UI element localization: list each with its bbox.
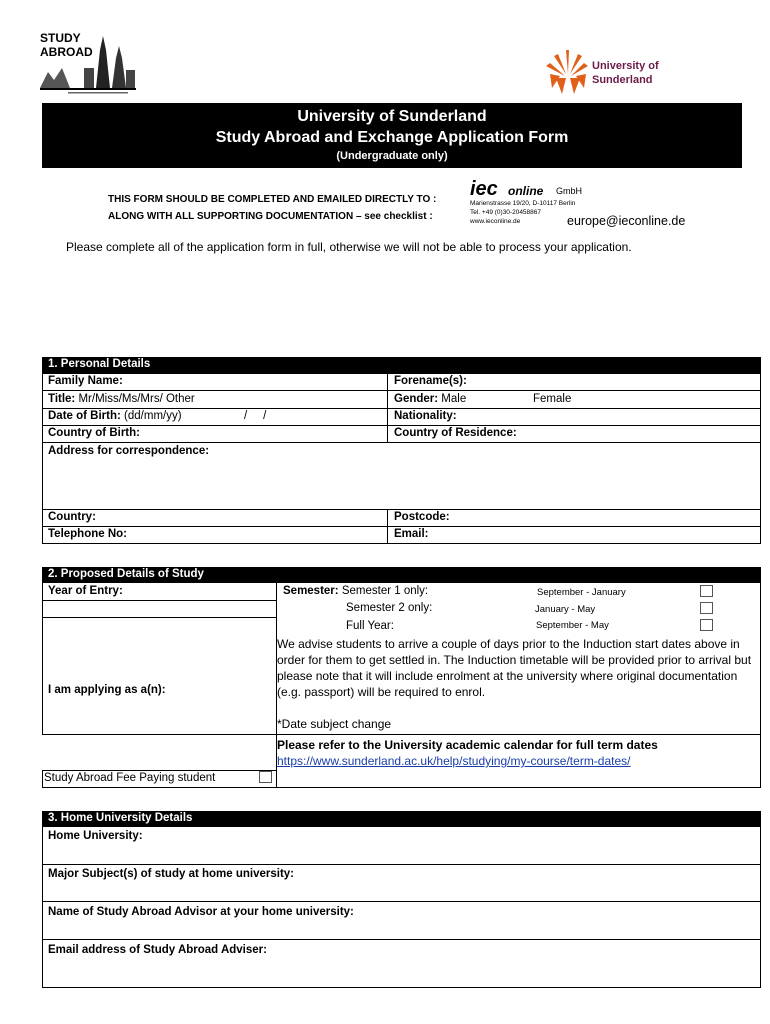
iec-address: Marienstrasse 19/20, D-10117 Berlin: [470, 200, 576, 207]
country-birth-label: Country of Birth:: [48, 427, 140, 439]
dob-format: (dd/mm/yy): [124, 410, 182, 422]
home-university-heading: 3. Home University Details: [42, 811, 761, 827]
country-label: Country:: [48, 511, 96, 523]
country-residence-label: Country of Residence:: [394, 427, 517, 439]
calendar-note: Please refer to the University academic calendar for full term dates: [277, 738, 658, 752]
complete-note: Please complete all of the application form in full, otherwise we will not be able to process your application.: [66, 240, 632, 254]
page-title: University of Sunderland: [297, 108, 487, 125]
postcode-label: Postcode:: [394, 511, 450, 523]
term-dates-link[interactable]: https://www.sunderland.ac.uk/help/studying/my-course/term-dates/: [277, 754, 631, 768]
instruction-line2: ALONG WITH ALL SUPPORTING DOCUMENTATION – see checklist :: [108, 211, 433, 222]
dob-field: [48, 410, 182, 422]
gender-male[interactable]: Male: [441, 393, 467, 405]
gender-label: Gender:: [394, 393, 439, 405]
home-university-label: Home University:: [48, 830, 143, 842]
advisor-email-label: Email address of Study Abroad Adviser:: [48, 944, 267, 956]
advisor-name-label: Name of Study Abroad Advisor at your home university:: [48, 906, 354, 918]
iec-tel: Tel. +49 (0)30-20458867: [470, 209, 542, 216]
semester-1-checkbox[interactable]: [700, 585, 713, 597]
iec-gmbh: GmbH: [556, 186, 583, 196]
semester-1-dates: September - January: [537, 587, 626, 598]
nationality-label: Nationality:: [394, 410, 457, 422]
study-details-heading: 2. Proposed Details of Study: [42, 567, 761, 583]
form-subtitle: (Undergraduate only): [336, 150, 448, 162]
iec-online: online: [508, 184, 544, 198]
sunderland-logo: [542, 44, 682, 100]
telephone-label: Telephone No:: [48, 528, 128, 540]
sunderland-logo-line1: University of: [592, 60, 659, 72]
instruction-line1: THIS FORM SHOULD BE COMPLETED AND EMAILED DIRECTLY TO :: [108, 194, 437, 205]
dob-label: Date of Birth:: [48, 410, 121, 422]
study-abroad-logo: [38, 28, 140, 96]
applying-as-label: I am applying as a(n):: [48, 684, 166, 696]
address-label: Address for correspondence:: [48, 445, 210, 457]
fee-paying-label: Study Abroad Fee Paying student: [44, 772, 216, 784]
personal-details-heading: 1. Personal Details: [42, 357, 761, 373]
iec-web: www.ieconline.de: [470, 218, 521, 225]
full-year-checkbox[interactable]: [700, 619, 713, 631]
forenames-label: Forename(s):: [394, 375, 467, 387]
semester-label: Semester:: [283, 585, 339, 597]
fee-paying-checkbox[interactable]: [259, 771, 272, 783]
svg-text:ABROAD: ABROAD: [40, 45, 93, 59]
semester-1-label: Semester 1 only:: [341, 585, 429, 597]
semester-2-dates: January - May: [535, 604, 596, 615]
semester-row-1: [283, 585, 428, 597]
family-name-label: Family Name:: [48, 375, 123, 387]
title-field: [48, 393, 195, 405]
iec-email[interactable]: europe@ieconline.de: [567, 214, 686, 228]
form-title: Study Abroad and Exchange Application Form: [215, 129, 569, 146]
year-entry-label: Year of Entry:: [48, 585, 123, 597]
full-year-dates: September - May: [536, 620, 609, 631]
semester-2-checkbox[interactable]: [700, 602, 713, 614]
semester-2-label: Semester 2 only:: [346, 602, 433, 614]
sunderland-logo-line2: Sunderland: [592, 74, 653, 86]
iec-brand: iec: [470, 178, 498, 200]
gender-field: [394, 393, 466, 405]
title-bar: [42, 103, 742, 168]
full-year-label: Full Year:: [346, 620, 394, 632]
date-subject-change: *Date subject change: [277, 717, 392, 731]
dob-input[interactable]: / /: [244, 410, 267, 422]
title-label: Title:: [48, 393, 76, 405]
title-options[interactable]: Mr/Miss/Ms/Mrs/ Other: [78, 393, 195, 405]
major-subject-label: Major Subject(s) of study at home university:: [48, 868, 295, 880]
svg-text:STUDY: STUDY: [40, 31, 81, 45]
induction-advice: We advise students to arrive a couple of days prior to the Induction start dates above in order for them to get settled in. The Induction timetable will be provided prior to arrival but please note that it will include enrolment at the university where original documentation (e.g. passport) will be required to enrol.: [277, 637, 752, 699]
email-label: Email:: [394, 528, 429, 540]
gender-female[interactable]: Female: [533, 393, 572, 405]
